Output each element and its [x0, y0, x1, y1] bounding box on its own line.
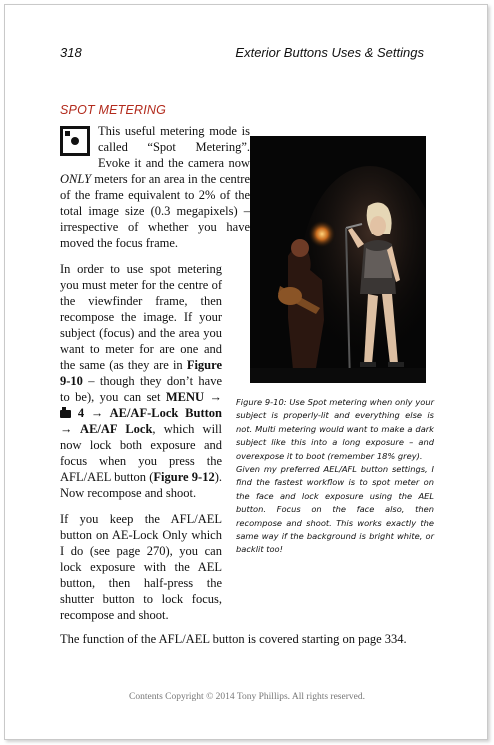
- paragraph-afl-ael-reference: The function of the AFL/AEL button is covered starting on page 334.: [60, 632, 407, 646]
- concert-photo-art: [250, 136, 426, 383]
- intro-text-b: meters for an area in the centre of the frame equivalent to 2% of the total image size (0.3 megapixels) – irrespective of whether you have moved the focus frame.: [60, 172, 250, 250]
- paragraph-intro: [60, 123, 250, 251]
- caption-paragraph-2: Given my preferred AEL/AFL button settings, I find the fastest workflow is to spot meter on the face and lock exposure using the AEL button. Focus on the face also, then recompose and shoot. This works exactly the same way if the background is bright white, or backlit too!: [236, 464, 434, 555]
- caption-paragraph-1: [236, 396, 434, 463]
- caption-text: Use Spot metering when only your subject is properly-lit and everything else is not. Multi metering would want to make a dark subject like this into a long exposure – and overexpose it to boot (remember 18% grey).: [236, 397, 434, 461]
- usage-text-c: , which will now lock both exposure and focus when you press the AFL/AEL button (: [60, 422, 222, 484]
- caption-label: Figure 9-10:: [236, 397, 287, 407]
- concert-photo: [250, 136, 426, 383]
- menu-path-start: MENU →: [165, 390, 222, 404]
- usage-text-a: In order to use spot metering you must meter for the centre of the viewfinder frame, then recompose the image. If your subject (focus) and the area you want to meter for are one and the same (as they are in: [60, 262, 222, 372]
- figure-ref-9-10: Figure 9-10: [60, 358, 222, 388]
- chapter-title: Exterior Buttons Uses & Settings: [235, 45, 424, 60]
- body-column: [60, 123, 250, 633]
- intro-emphasis: ONLY: [60, 172, 92, 186]
- usage-text-d: ). Now recompose and shoot.: [60, 470, 223, 500]
- spot-metering-icon: [60, 126, 90, 156]
- section-title: SPOT METERING: [60, 103, 167, 117]
- menu-path-rest: 4 → AE/AF-Lock Button → AE/AF Lock: [60, 406, 222, 436]
- paragraph-spot-usage: [60, 261, 222, 501]
- copyright-footer: Contents Copyright © 2014 Tony Phillips. All rights reserved.: [129, 692, 365, 702]
- usage-text-b: – though they don’t have to be), you can set: [60, 374, 222, 404]
- figure-caption: [236, 396, 434, 557]
- paragraph-ae-lock: If you keep the AFL/AEL button on AE-Lock Only which I do (see page 270), you can lock exposure with the AEL button, then half-press the shutter button to lock focus, recompose and shoot.: [60, 512, 222, 622]
- intro-text-a: This useful metering mode is called “Spot Metering”. Evoke it and the camera now: [98, 124, 250, 170]
- camera-icon: [60, 410, 71, 418]
- page-number: 318: [60, 45, 82, 60]
- figure-ref-9-12: Figure 9-12: [153, 470, 215, 484]
